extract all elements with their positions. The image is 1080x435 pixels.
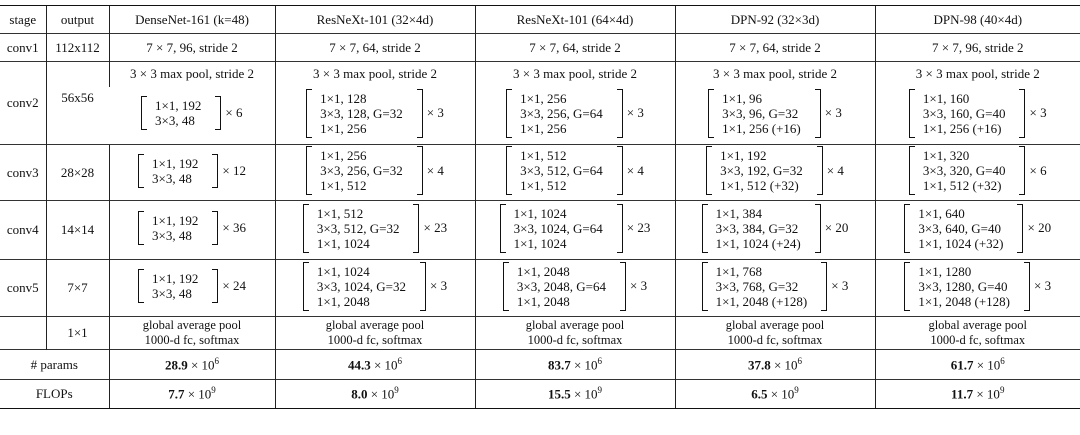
final-line-1: global average pool <box>525 318 625 332</box>
block-multiplier: × 3 <box>629 278 648 293</box>
block-cell <box>675 260 875 317</box>
layer-spec: 1×1, 128 <box>320 90 367 106</box>
block-bracket <box>904 204 1023 253</box>
header-output: output <box>46 6 109 34</box>
right-bracket <box>420 262 426 311</box>
block-layers <box>512 146 617 195</box>
conv1-row <box>0 34 1080 62</box>
layer-spec: 3×3, 256, G=32 <box>320 163 403 178</box>
stage-label: conv5 <box>0 260 46 317</box>
block-multiplier: × 3 <box>824 105 842 121</box>
layer-spec: 1×1, 2048 <box>316 293 370 309</box>
bottleneck-block <box>904 204 1051 253</box>
conv1-cell: 7 × 7, 64, stride 2 <box>675 34 875 62</box>
stage-label: conv1 <box>0 34 46 62</box>
block-cell <box>675 201 875 260</box>
final-cell <box>109 317 275 350</box>
output-size: 56x56 <box>46 62 109 145</box>
value-exponent: 9 <box>211 385 216 396</box>
layer-spec: 3×3, 640, G=40 <box>918 220 1001 236</box>
bottleneck-block <box>306 146 444 195</box>
layer-spec: 3×3, 160, G=40 <box>922 105 1006 121</box>
layer-spec: 1×1, 2048 <box>516 263 570 279</box>
block-bracket <box>138 211 218 245</box>
bottleneck-block <box>708 89 842 138</box>
layer-spec: 3×3, 512, G=64 <box>520 163 603 178</box>
params-value <box>475 350 675 380</box>
block-cell <box>675 87 875 145</box>
final-line-2: 1000-d fc, softmax <box>727 333 823 347</box>
flops-label: FLOPs <box>0 380 109 409</box>
bottleneck-block <box>503 262 647 311</box>
block-cell <box>875 260 1080 317</box>
right-bracket <box>815 204 821 253</box>
layer-spec: 3×3, 256, G=64 <box>520 105 603 121</box>
value-mantissa: 83.7 <box>547 357 571 373</box>
bottleneck-block <box>303 204 447 253</box>
block-multiplier: × 3 <box>1033 278 1052 293</box>
value-multiplier: × 10 <box>767 386 795 402</box>
stage-label: conv3 <box>0 145 46 201</box>
output-size: 14×14 <box>46 201 109 260</box>
block-multiplier: × 12 <box>222 162 246 178</box>
final-cell <box>275 317 475 350</box>
block-bracket <box>702 262 828 311</box>
right-bracket <box>1019 146 1025 195</box>
block-cell <box>275 260 475 317</box>
layer-spec: 1×1, 320 <box>922 148 970 163</box>
block-layers <box>309 262 420 311</box>
layer-spec: 3×3, 1024, G=32 <box>316 278 406 294</box>
flops-value <box>475 380 675 409</box>
block-cell <box>275 201 475 260</box>
block-bracket <box>909 146 1026 195</box>
block-multiplier: × 3 <box>626 105 644 121</box>
pool-cell: 3 × 3 max pool, stride 2 <box>109 62 275 87</box>
layer-spec: 3×3, 768, G=32 <box>715 278 799 294</box>
block-bracket <box>306 146 423 195</box>
flops-value <box>675 380 875 409</box>
bottleneck-block <box>506 89 644 138</box>
output-size: 112x112 <box>46 34 109 62</box>
final-line-1: global average pool <box>325 318 425 332</box>
conv4-row <box>0 201 1080 260</box>
block-multiplier: × 36 <box>222 220 246 235</box>
layer-spec: 3×3, 512, G=32 <box>316 220 400 236</box>
layer-spec: 1×1, 256 <box>520 90 567 106</box>
layer-spec: 1×1, 1024 <box>513 205 567 221</box>
block-bracket <box>306 89 423 138</box>
value-exponent: 6 <box>797 355 803 366</box>
block-bracket <box>138 154 218 188</box>
right-bracket <box>1019 89 1025 138</box>
block-bracket <box>909 89 1026 138</box>
pool-cell: 3 × 3 max pool, stride 2 <box>475 62 675 87</box>
conv3-row <box>0 145 1080 201</box>
block-multiplier: × 3 <box>831 278 849 293</box>
params-label: # params <box>0 350 109 380</box>
header-model: ResNeXt-101 (32×4d) <box>275 6 475 34</box>
right-bracket <box>617 89 623 138</box>
block-layers <box>144 269 212 303</box>
block-layers <box>144 211 212 245</box>
final-cell <box>875 317 1080 350</box>
header-model: DPN-98 (40×4d) <box>875 6 1080 34</box>
stage-label: conv2 <box>0 62 46 145</box>
layer-spec: 1×1, 1024 (+32) <box>918 235 1004 251</box>
layer-spec: 1×1, 512 <box>320 178 367 193</box>
right-bracket <box>821 262 827 311</box>
layer-spec: 3×3, 48 <box>152 170 192 186</box>
layer-spec: 1×1, 1024 <box>513 235 567 251</box>
value-mantissa: 11.7 <box>951 386 974 402</box>
final-cell <box>475 317 675 350</box>
block-cell <box>109 201 275 260</box>
value-mantissa: 8.0 <box>351 386 368 402</box>
block-multiplier: × 6 <box>225 105 243 121</box>
layer-spec: 1×1, 1024 <box>316 263 370 279</box>
header-model: DenseNet-161 (k=48) <box>109 6 275 34</box>
block-layers <box>512 89 617 138</box>
layer-spec: 3×3, 128, G=32 <box>320 105 403 121</box>
conv1-cell: 7 × 7, 64, stride 2 <box>275 34 475 62</box>
value-multiplier: × 10 <box>370 357 398 373</box>
layer-spec: 3×3, 2048, G=64 <box>516 278 606 294</box>
layer-spec: 1×1, 192 <box>155 98 202 114</box>
right-bracket <box>620 262 626 311</box>
final-cell <box>675 317 875 350</box>
layer-spec: 1×1, 512 <box>316 205 364 221</box>
flops-value <box>875 380 1080 409</box>
value-multiplier: × 10 <box>570 386 598 402</box>
block-bracket <box>303 262 426 311</box>
output-size: 1×1 <box>46 317 109 350</box>
bottleneck-block <box>904 262 1051 311</box>
layer-spec: 1×1, 192 <box>152 155 199 171</box>
value-exponent: 6 <box>1000 355 1005 366</box>
final-line-2: 1000-d fc, softmax <box>930 333 1026 347</box>
params-value <box>275 350 475 380</box>
bottleneck-block <box>500 204 651 253</box>
architecture-table <box>0 5 1080 409</box>
right-bracket <box>817 146 823 195</box>
block-multiplier: × 24 <box>222 278 246 293</box>
value-exponent: 9 <box>999 385 1005 396</box>
conv2-row <box>0 87 1080 145</box>
block-layers <box>506 204 617 253</box>
block-bracket <box>141 96 221 130</box>
layer-spec: 1×1, 384 <box>715 205 762 221</box>
conv1-cell: 7 × 7, 96, stride 2 <box>875 34 1080 62</box>
block-multiplier: × 4 <box>826 162 844 178</box>
params-row <box>0 350 1080 380</box>
layer-spec: 3×3, 1024, G=64 <box>513 220 603 236</box>
layer-spec: 3×3, 48 <box>152 228 192 243</box>
layer-spec: 3×3, 96, G=32 <box>722 105 799 121</box>
block-layers <box>309 204 414 253</box>
final-row <box>0 317 1080 350</box>
block-layers <box>312 89 417 138</box>
block-bracket <box>500 204 623 253</box>
block-layers <box>714 89 815 138</box>
pool-cell: 3 × 3 max pool, stride 2 <box>675 62 875 87</box>
value-mantissa: 7.7 <box>168 386 185 402</box>
layer-spec: 1×1, 512 <box>520 148 567 163</box>
value-multiplier: × 10 <box>367 386 395 402</box>
bottleneck-block <box>138 211 246 245</box>
bottleneck-block <box>306 89 444 138</box>
block-bracket <box>506 89 623 138</box>
bottleneck-block <box>909 146 1047 195</box>
pool-cell: 3 × 3 max pool, stride 2 <box>875 62 1080 87</box>
value-exponent: 6 <box>214 355 220 366</box>
final-line-1: global average pool <box>928 318 1028 332</box>
value-mantissa: 61.7 <box>950 357 974 373</box>
final-line-2: 1000-d fc, softmax <box>144 333 240 347</box>
block-multiplier: × 3 <box>426 105 444 121</box>
layer-spec: 1×1, 256 <box>320 148 367 163</box>
right-bracket <box>212 154 218 188</box>
value-multiplier: × 10 <box>973 357 1001 373</box>
block-layers <box>915 89 1020 138</box>
flops-value <box>275 380 475 409</box>
block-cell <box>275 145 475 201</box>
bottleneck-block <box>909 89 1047 138</box>
block-cell <box>109 87 275 145</box>
bottleneck-block <box>138 154 246 188</box>
layer-spec: 1×1, 256 (+16) <box>722 120 801 136</box>
value-multiplier: × 10 <box>770 357 798 373</box>
right-bracket <box>413 204 419 253</box>
final-line-2: 1000-d fc, softmax <box>527 333 623 347</box>
block-layers <box>915 146 1020 195</box>
layer-spec: 1×1, 2048 (+128) <box>918 293 1010 309</box>
block-layers <box>312 146 417 195</box>
value-mantissa: 15.5 <box>547 386 571 402</box>
bottleneck-block <box>138 269 246 303</box>
block-multiplier: × 3 <box>1029 105 1047 121</box>
layer-spec: 1×1, 512 <box>520 178 567 193</box>
value-multiplier: × 10 <box>570 357 598 373</box>
layer-spec: 1×1, 640 <box>918 205 965 221</box>
block-cell <box>475 260 675 317</box>
layer-spec: 1×1, 96 <box>722 90 762 106</box>
header-model: DPN-92 (32×3d) <box>675 6 875 34</box>
stage-label: conv4 <box>0 201 46 260</box>
header-stage: stage <box>0 6 46 34</box>
bottleneck-block <box>702 262 849 311</box>
stage-label <box>0 317 46 350</box>
right-bracket <box>815 89 821 138</box>
right-bracket <box>1024 262 1030 311</box>
output-size: 28×28 <box>46 145 109 201</box>
pool-cell: 3 × 3 max pool, stride 2 <box>275 62 475 87</box>
layer-spec: 3×3, 192, G=32 <box>720 163 803 178</box>
block-layers <box>712 146 817 195</box>
layer-spec: 1×1, 256 <box>320 120 367 136</box>
block-cell <box>875 145 1080 201</box>
params-value <box>875 350 1080 380</box>
layer-spec: 1×1, 1280 <box>918 263 972 279</box>
bottleneck-block <box>506 146 644 195</box>
layer-spec: 1×1, 512 (+32) <box>720 178 799 193</box>
layer-spec: 1×1, 2048 (+128) <box>715 293 808 309</box>
value-exponent: 6 <box>397 355 403 366</box>
block-bracket <box>706 146 823 195</box>
right-bracket <box>417 146 423 195</box>
params-value <box>675 350 875 380</box>
layer-spec: 1×1, 192 <box>152 271 199 286</box>
bottleneck-block <box>141 96 242 130</box>
layer-spec: 1×1, 768 <box>715 263 762 279</box>
value-multiplier: × 10 <box>184 386 212 402</box>
value-exponent: 6 <box>597 355 603 366</box>
params-value <box>109 350 275 380</box>
block-bracket <box>506 146 623 195</box>
conv5-row <box>0 260 1080 317</box>
layer-spec: 3×3, 384, G=32 <box>715 220 799 236</box>
block-layers <box>509 262 620 311</box>
right-bracket <box>212 211 218 245</box>
block-multiplier: × 20 <box>824 220 849 235</box>
block-bracket <box>702 204 821 253</box>
block-multiplier: × 3 <box>429 278 448 293</box>
value-exponent: 9 <box>794 385 799 396</box>
final-line-2: 1000-d fc, softmax <box>327 333 423 347</box>
block-layers <box>910 262 1024 311</box>
block-bracket <box>138 269 218 303</box>
conv1-cell: 7 × 7, 96, stride 2 <box>109 34 275 62</box>
conv1-cell: 7 × 7, 64, stride 2 <box>475 34 675 62</box>
block-multiplier: × 20 <box>1027 220 1052 235</box>
layer-spec: 3×3, 1280, G=40 <box>918 278 1008 294</box>
block-multiplier: × 6 <box>1029 162 1047 178</box>
final-line-1: global average pool <box>725 318 825 332</box>
layer-spec: 1×1, 256 <box>520 120 567 136</box>
flops-row <box>0 380 1080 409</box>
layer-spec: 1×1, 192 <box>720 148 767 163</box>
layer-spec: 1×1, 512 (+32) <box>922 178 1002 193</box>
block-cell <box>675 145 875 201</box>
value-mantissa: 44.3 <box>347 357 371 373</box>
right-bracket <box>617 146 623 195</box>
value-mantissa: 6.5 <box>751 386 768 402</box>
block-cell <box>875 87 1080 145</box>
header-model: ResNeXt-101 (64×4d) <box>475 6 675 34</box>
flops-value <box>109 380 275 409</box>
layer-spec: 1×1, 1024 (+24) <box>715 235 801 251</box>
value-multiplier: × 10 <box>187 357 215 373</box>
layer-spec: 1×1, 256 (+16) <box>922 120 1002 136</box>
block-layers <box>708 204 815 253</box>
bottleneck-block <box>303 262 447 311</box>
block-multiplier: × 4 <box>626 162 644 178</box>
output-size: 7×7 <box>46 260 109 317</box>
right-bracket <box>417 89 423 138</box>
right-bracket <box>617 204 623 253</box>
layer-spec: 3×3, 48 <box>152 286 192 301</box>
right-bracket <box>212 269 218 303</box>
layer-spec: 1×1, 2048 <box>516 293 570 309</box>
block-bracket <box>303 204 420 253</box>
block-bracket <box>708 89 821 138</box>
block-bracket <box>503 262 626 311</box>
value-exponent: 9 <box>394 385 399 396</box>
layer-spec: 1×1, 1024 <box>316 235 370 251</box>
pool-row <box>0 62 1080 87</box>
value-mantissa: 37.8 <box>747 357 771 373</box>
block-cell <box>275 87 475 145</box>
layer-spec: 1×1, 192 <box>152 213 199 228</box>
block-bracket <box>904 262 1030 311</box>
right-bracket <box>1017 204 1023 253</box>
block-cell <box>875 201 1080 260</box>
block-layers <box>708 262 822 311</box>
block-multiplier: × 23 <box>423 220 448 235</box>
block-layers <box>144 154 212 188</box>
block-multiplier: × 4 <box>426 162 444 178</box>
value-mantissa: 28.9 <box>164 357 188 373</box>
layer-spec: 3×3, 48 <box>155 113 195 129</box>
bottleneck-block <box>706 146 844 195</box>
block-cell <box>109 145 275 201</box>
block-cell <box>475 201 675 260</box>
value-exponent: 9 <box>597 385 603 396</box>
block-layers <box>910 204 1017 253</box>
layer-spec: 3×3, 320, G=40 <box>922 163 1006 178</box>
block-cell <box>109 260 275 317</box>
block-cell <box>475 145 675 201</box>
header-row <box>0 6 1080 34</box>
layer-spec: 1×1, 160 <box>922 90 970 106</box>
block-multiplier: × 23 <box>626 220 651 235</box>
bottleneck-block <box>702 204 849 253</box>
block-layers <box>147 96 215 130</box>
block-cell <box>475 87 675 145</box>
final-line-1: global average pool <box>142 318 242 332</box>
right-bracket <box>215 96 221 130</box>
value-multiplier: × 10 <box>973 386 1000 402</box>
